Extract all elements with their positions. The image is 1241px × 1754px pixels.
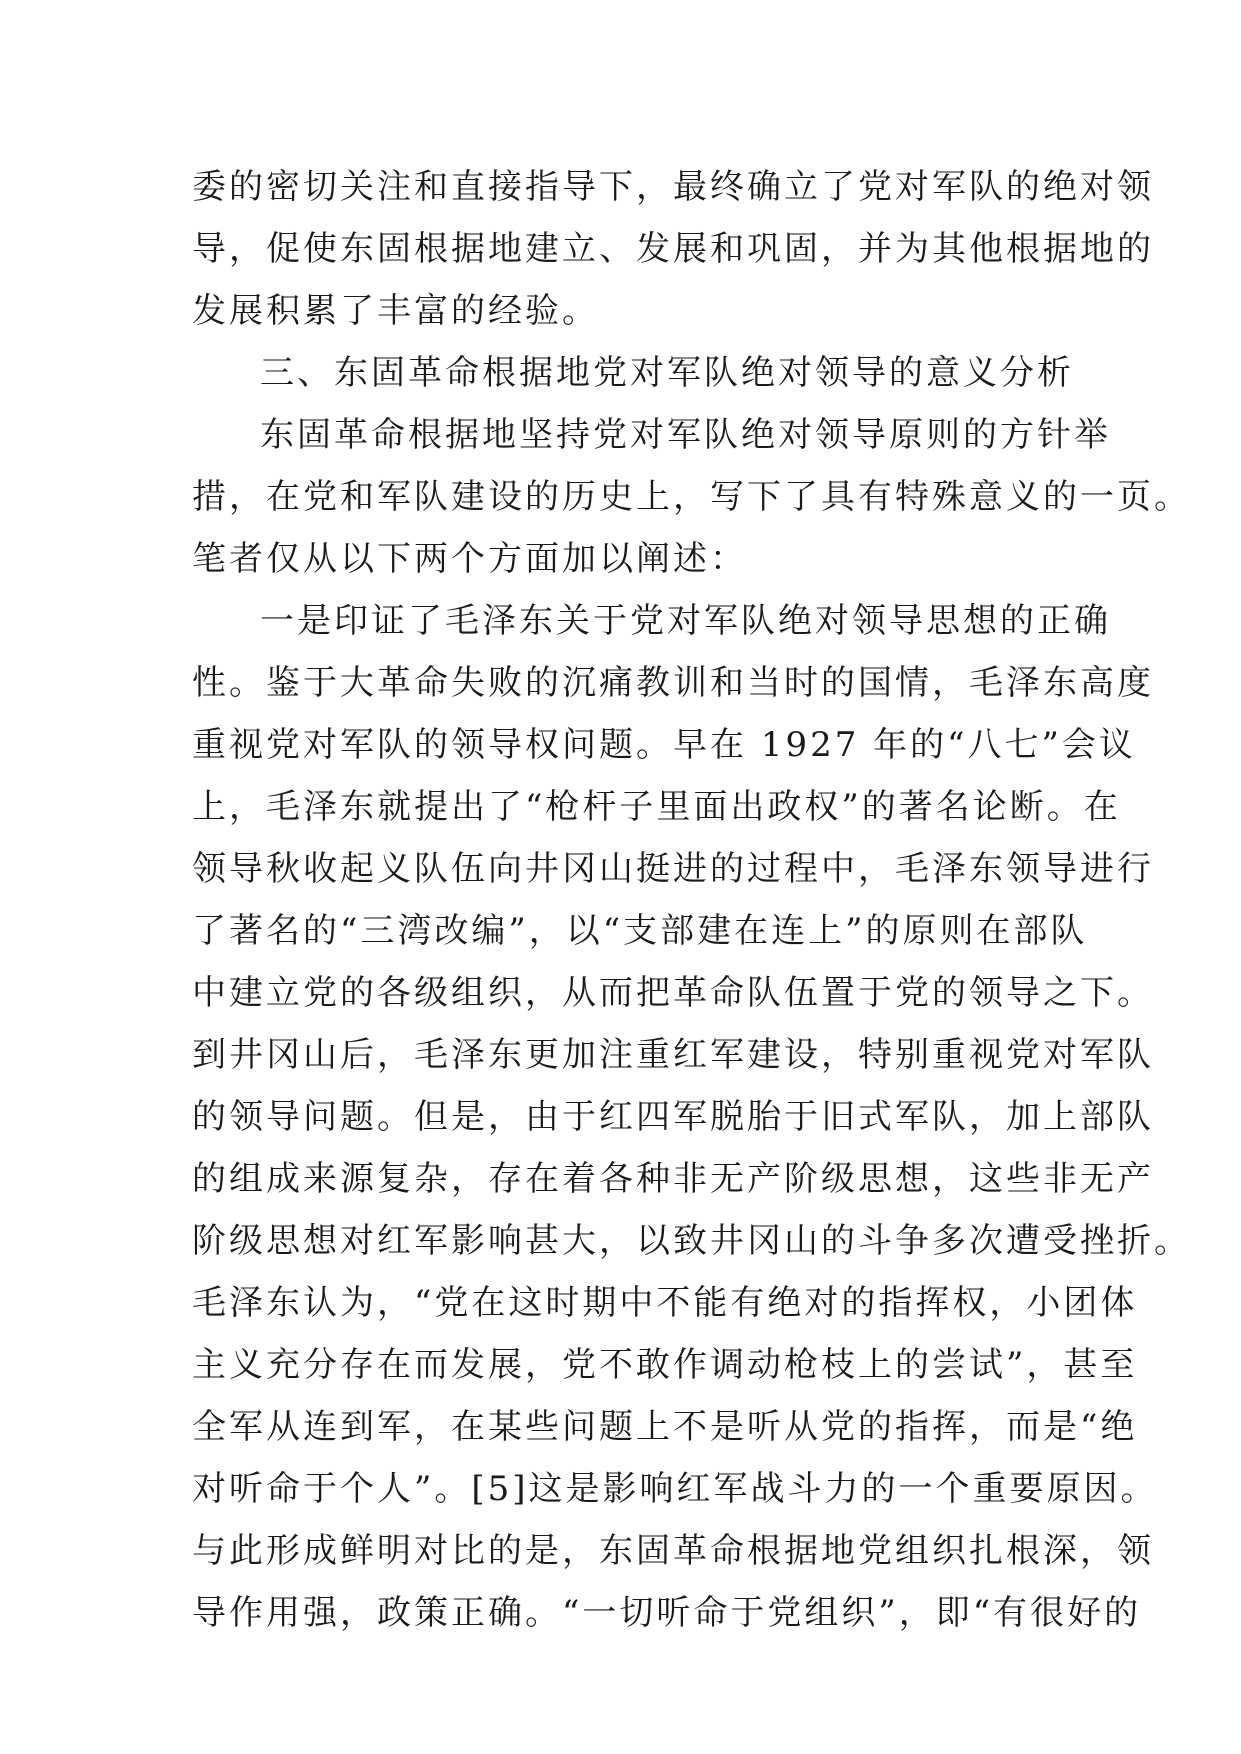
text-line: 全军从连到军，在某些问题上不是听从党的指挥，而是“绝	[192, 1407, 1138, 1447]
text-line: 与此形成鲜明对比的是，东固革命根据地党组织扎根深，领	[192, 1531, 1154, 1571]
text-line: 笔者仅从以下两个方面加以阐述：	[192, 539, 747, 579]
text-line: 性。鉴于大革命失败的沉痛教训和当时的国情，毛泽东高度	[192, 663, 1154, 703]
text-line: 的领导问题。但是，由于红四军脱胎于旧式军队，加上部队	[192, 1097, 1154, 1137]
text-line: 东固革命根据地坚持党对军队绝对领导原则的方针举	[260, 415, 1111, 455]
text-line: 到井冈山后，毛泽东更加注重红军建设，特别重视党对军队	[192, 1035, 1154, 1075]
document-body	[192, 156, 1191, 1644]
section-heading: 三、东固革命根据地党对军队绝对领导的意义分析	[260, 353, 1074, 393]
text-line: 重视党对军队的领导权问题。早在 1927 年的“八七”会议	[192, 725, 1136, 765]
text-line: 主义充分存在而发展，党不敢作调动枪枝上的尝试”，甚至	[192, 1345, 1138, 1385]
text-line: 措，在党和军队建设的历史上，写下了具有特殊意义的一页。	[192, 477, 1191, 517]
text-line: 委的密切关注和直接指导下，最终确立了党对军队的绝对领	[192, 167, 1154, 207]
text-line: 的组成来源复杂，存在着各种非无产阶级思想，这些非无产	[192, 1159, 1154, 1199]
text-line: 了著名的“三湾改编”，以“支部建在连上”的原则在部队	[192, 911, 1088, 951]
text-line: 阶级思想对红军影响甚大，以致井冈山的斗争多次遭受挫折。	[192, 1221, 1191, 1261]
text-line: 对听命于个人”。[5]这是影响红军战斗力的一个重要原因。	[192, 1469, 1158, 1509]
text-line: 一是印证了毛泽东关于党对军队绝对领导思想的正确	[260, 601, 1111, 641]
text-line: 领导秋收起义队伍向井冈山挺进的过程中，毛泽东领导进行	[192, 849, 1154, 889]
text-line: 中建立党的各级组织，从而把革命队伍置于党的领导之下。	[192, 973, 1154, 1013]
text-line: 上，毛泽东就提出了“枪杆子里面出政权”的著名论断。在	[192, 787, 1121, 827]
text-line: 毛泽东认为，“党在这时期中不能有绝对的指挥权，小团体	[192, 1283, 1138, 1323]
text-line: 发展积累了丰富的经验。	[192, 291, 599, 331]
text-line: 导，促使东固根据地建立、发展和巩固，并为其他根据地的	[192, 229, 1154, 269]
text-line: 导作用强，政策正确。“一切听命于党组织”，即“有很好的	[192, 1593, 1142, 1633]
